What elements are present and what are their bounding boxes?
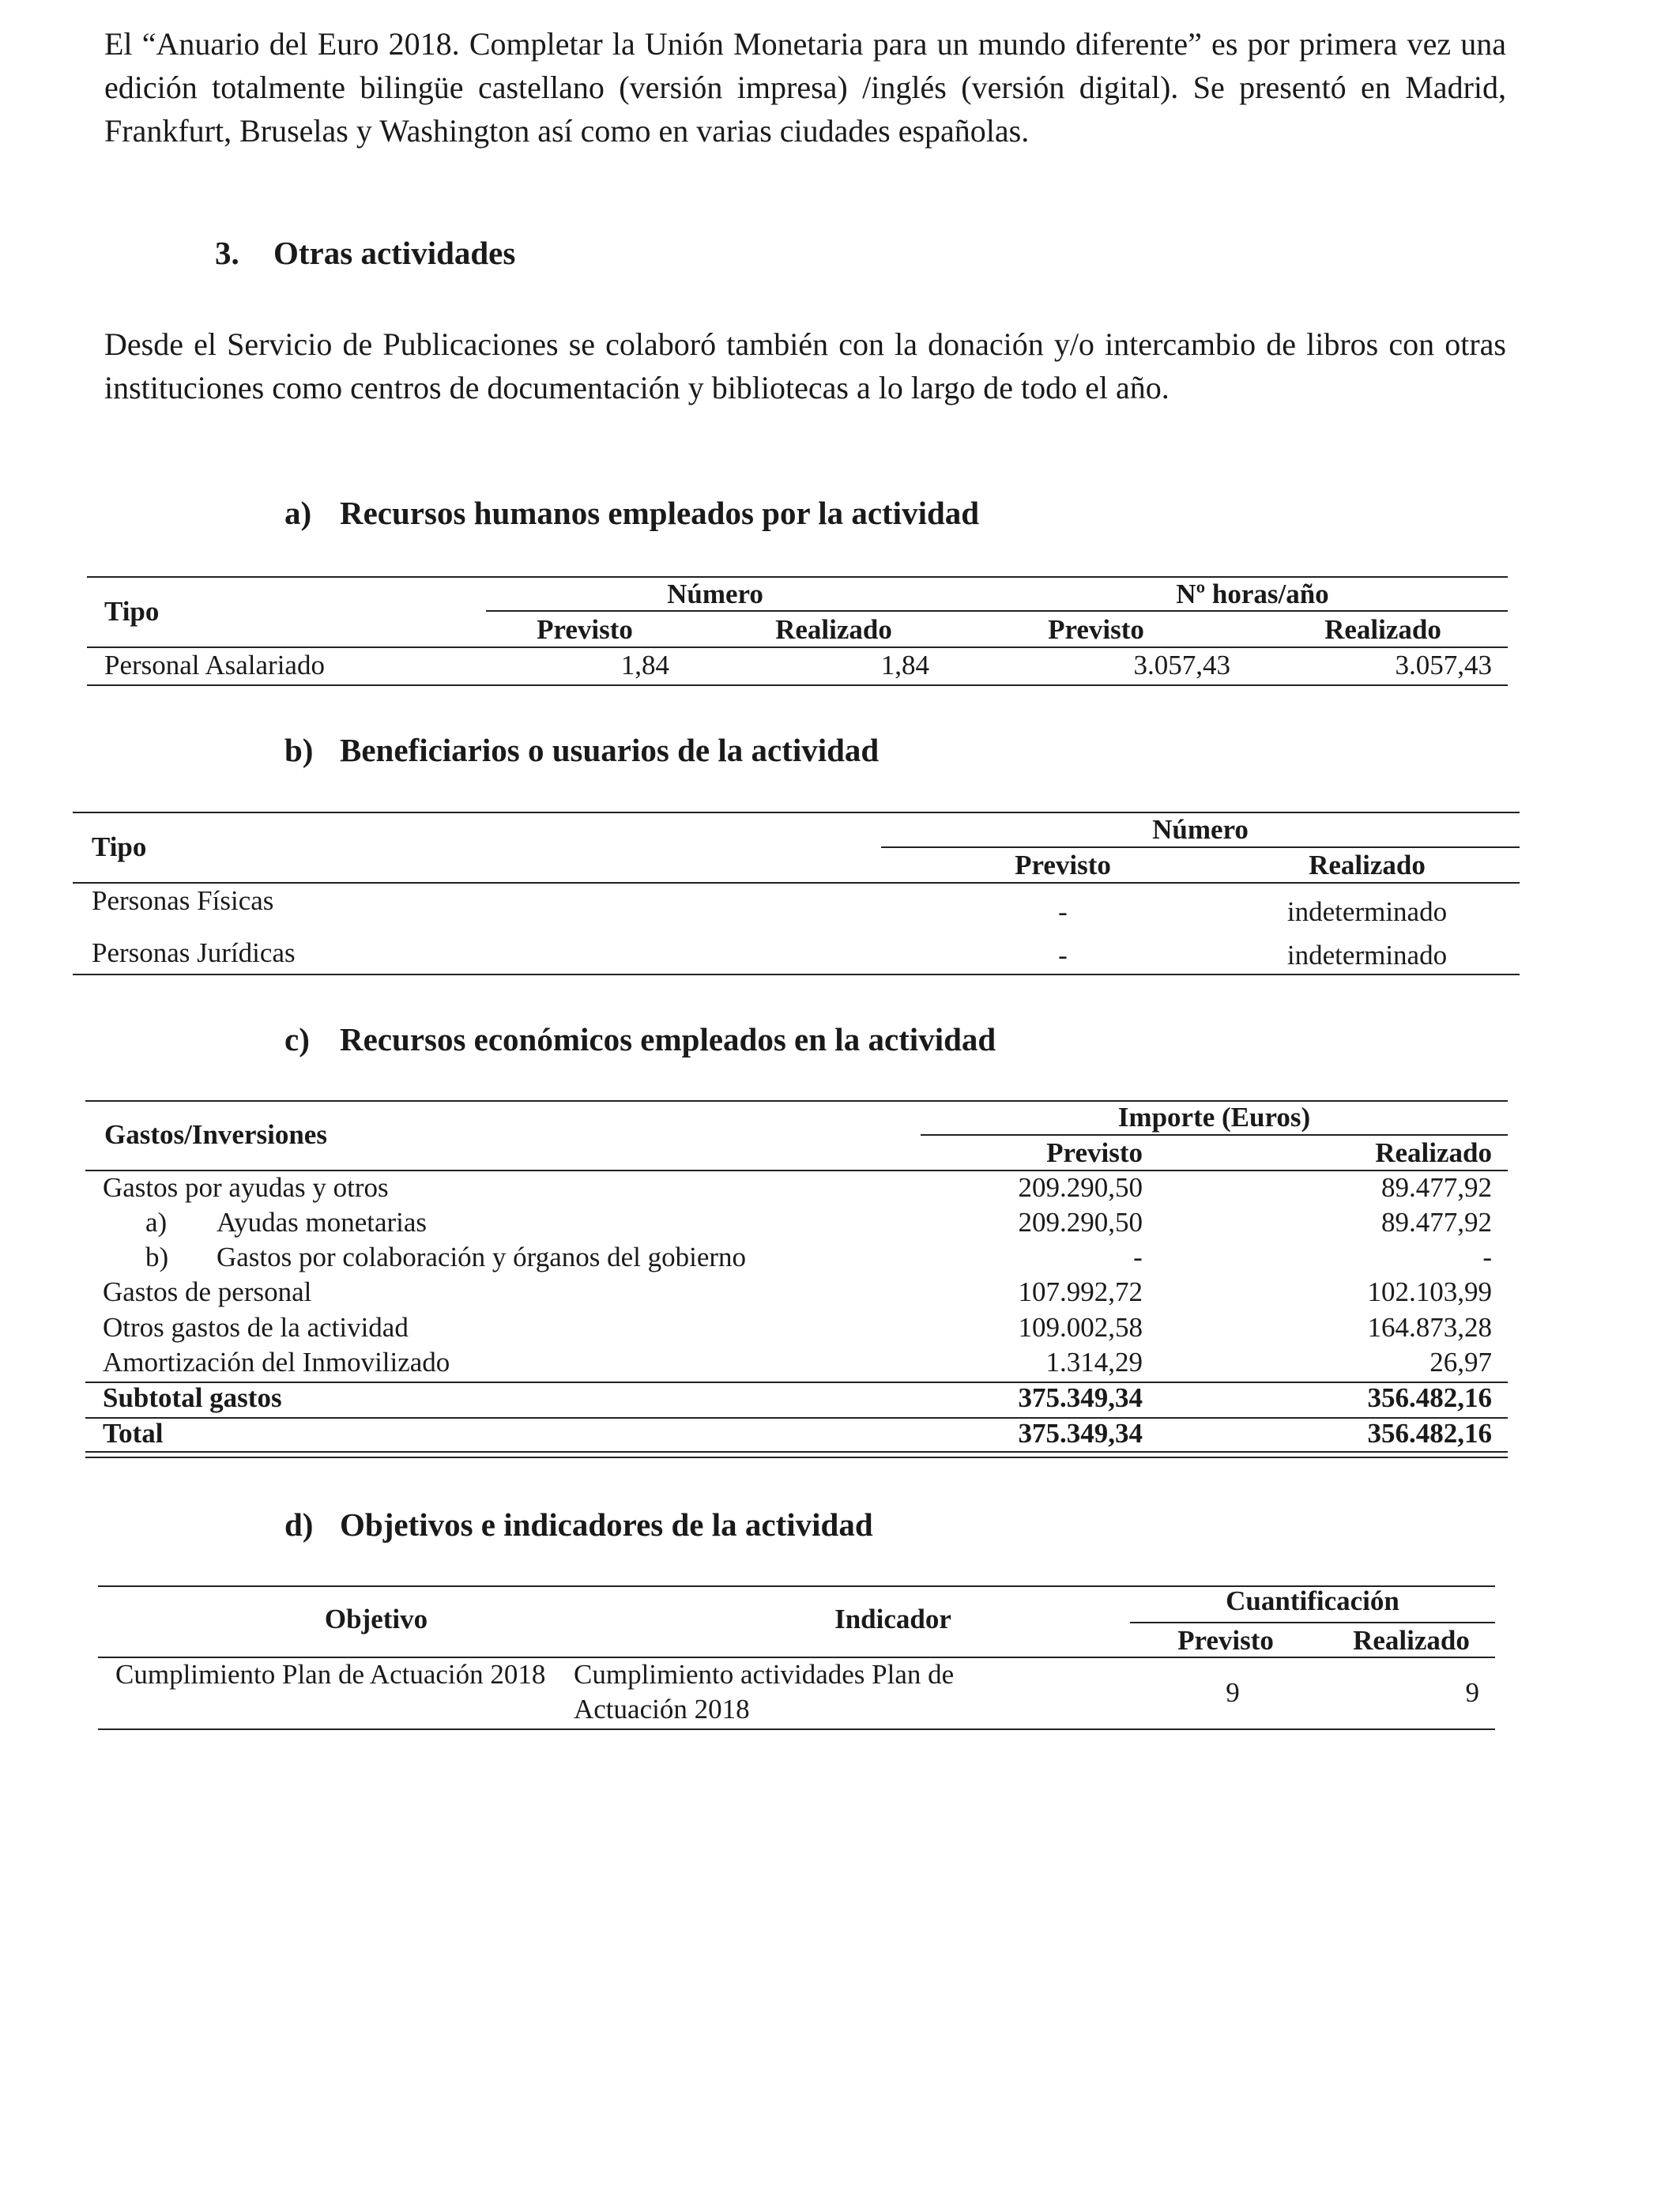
cell-label: Gastos de personal <box>103 1276 312 1307</box>
cell-realizado: - <box>1482 1242 1492 1272</box>
cell-previsto: 9 <box>1226 1677 1240 1708</box>
table-a-letter: a) <box>284 495 312 531</box>
cell-label: Gastos por ayudas y otros <box>103 1172 389 1203</box>
section-heading <box>215 234 515 272</box>
cell-letter: a) <box>145 1207 168 1238</box>
table-b-group-numero: Número <box>1152 814 1249 845</box>
table-a-heading <box>284 494 979 532</box>
cell-realizado: 89.477,92 <box>1381 1172 1492 1203</box>
cell-tipo: Personas Físicas <box>92 885 274 916</box>
table-a-title: Recursos humanos empleados por la actividad <box>340 495 980 531</box>
table-c-title: Recursos económicos empleados en la actividad <box>340 1021 996 1057</box>
cell-realizado: 102.103,99 <box>1367 1276 1492 1307</box>
table-d-col-indicador: Indicador <box>834 1604 951 1634</box>
cell-realizado: 26,97 <box>1430 1347 1492 1378</box>
table-d-letter: d) <box>284 1506 314 1543</box>
cell-previsto: 107.992,72 <box>1018 1276 1143 1307</box>
table-rule <box>73 974 1520 975</box>
cell-horas-previsto: 3.057,43 <box>1133 650 1230 680</box>
cell-realizado: indeterminado <box>1286 940 1448 971</box>
table-d-col-previsto: Previsto <box>1177 1625 1274 1656</box>
table-rule <box>87 684 1508 686</box>
table-a-col-previsto: Previsto <box>1048 614 1144 645</box>
cell-previsto: - <box>1058 940 1068 971</box>
table-d-heading <box>284 1506 873 1544</box>
cell-previsto: 209.290,50 <box>1018 1172 1143 1203</box>
cell-objetivo: Cumplimiento Plan de Actuación 2018 <box>115 1659 546 1690</box>
cell-realizado: 164.873,28 <box>1367 1312 1492 1343</box>
table-a-col-realizado: Realizado <box>1324 614 1441 645</box>
cell-label: Ayudas monetarias <box>217 1207 428 1238</box>
cell-realizado: 356.482,16 <box>1367 1418 1492 1449</box>
table-rule <box>486 610 1508 612</box>
table-b-col-previsto: Previsto <box>1015 850 1111 880</box>
table-b-col-tipo: Tipo <box>92 831 147 862</box>
cell-previsto: - <box>1133 1242 1143 1272</box>
cell-previsto: 375.349,34 <box>1018 1418 1143 1449</box>
table-a-col-tipo: Tipo <box>104 596 160 627</box>
cell-numero-previsto: 1,84 <box>620 650 669 680</box>
table-a-col-previsto: Previsto <box>537 614 633 645</box>
cell-realizado: 9 <box>1465 1677 1479 1708</box>
cell-label: Subtotal gastos <box>103 1382 282 1413</box>
cell-horas-realizado: 3.057,43 <box>1395 650 1492 680</box>
table-b-title: Beneficiarios o usuarios de la actividad <box>340 732 880 768</box>
cell-realizado: 89.477,92 <box>1381 1207 1492 1238</box>
table-c-col-realizado: Realizado <box>1375 1137 1492 1168</box>
cell-previsto: 109.002,58 <box>1018 1312 1143 1343</box>
table-d-title: Objetivos e indicadores de la actividad <box>340 1506 873 1543</box>
table-c-group-importe: Importe (Euros) <box>1117 1102 1311 1133</box>
table-rule <box>98 1728 1495 1730</box>
table-a-group-horas: Nº horas/año <box>1176 579 1329 609</box>
table-b-col-realizado: Realizado <box>1309 850 1426 880</box>
table-d-col-objetivo: Objetivo <box>324 1604 428 1634</box>
table-c-heading <box>284 1020 996 1058</box>
table-d-col-realizado: Realizado <box>1353 1625 1470 1656</box>
cell-numero-realizado: 1,84 <box>880 650 929 680</box>
table-a-group-numero: Número <box>667 579 763 609</box>
section-title: Otras actividades <box>273 235 516 271</box>
cell-previsto: 209.290,50 <box>1018 1207 1143 1238</box>
section-paragraph: Desde el Servicio de Publicaciones se colaboró también con la donación y/o intercambio de libros con otras instituciones como centros de documentación y bibliotecas a lo largo de todo el año. <box>104 326 1506 405</box>
cell-previsto: 1.314,29 <box>1045 1347 1143 1378</box>
table-c-col-previsto: Previsto <box>1046 1137 1143 1168</box>
cell-letter: b) <box>145 1242 169 1272</box>
table-rule <box>73 882 1520 884</box>
table-b-letter: b) <box>284 732 314 768</box>
cell-label: Gastos por colaboración y órganos del gobierno <box>217 1242 747 1272</box>
cell-tipo: Personal Asalariado <box>104 650 325 680</box>
table-c-col-gastos: Gastos/Inversiones <box>104 1119 327 1150</box>
table-c-letter: c) <box>284 1021 310 1057</box>
cell-previsto: 375.349,34 <box>1018 1382 1143 1413</box>
section-number: 3. <box>215 235 239 271</box>
cell-label: Otros gastos de la actividad <box>103 1312 409 1343</box>
cell-realizado: indeterminado <box>1286 896 1448 927</box>
cell-realizado: 356.482,16 <box>1367 1382 1492 1413</box>
cell-label: Amortización del Inmovilizado <box>103 1347 450 1378</box>
cell-tipo: Personas Jurídicas <box>92 937 296 968</box>
cell-indicador: Cumplimiento actividades Plan de Actuación 2018 <box>574 1659 955 1725</box>
intro-paragraph: El “Anuario del Euro 2018. Completar la Unión Monetaria para un mundo diferente” es por primera vez una edición totalmente bilingüe castellano (versión impresa) /inglés (versión digital). Se presentó en Madrid, Frankfurt, Bruselas y Washington así como en varias ciudades españolas. <box>104 26 1506 149</box>
cell-label: Total <box>103 1418 164 1449</box>
table-b-heading <box>284 731 879 769</box>
table-d-group-cuantificacion: Cuantificación <box>1226 1585 1399 1616</box>
table-double-rule <box>85 1451 1508 1458</box>
table-a-col-realizado: Realizado <box>775 614 892 645</box>
cell-previsto: - <box>1058 896 1068 927</box>
